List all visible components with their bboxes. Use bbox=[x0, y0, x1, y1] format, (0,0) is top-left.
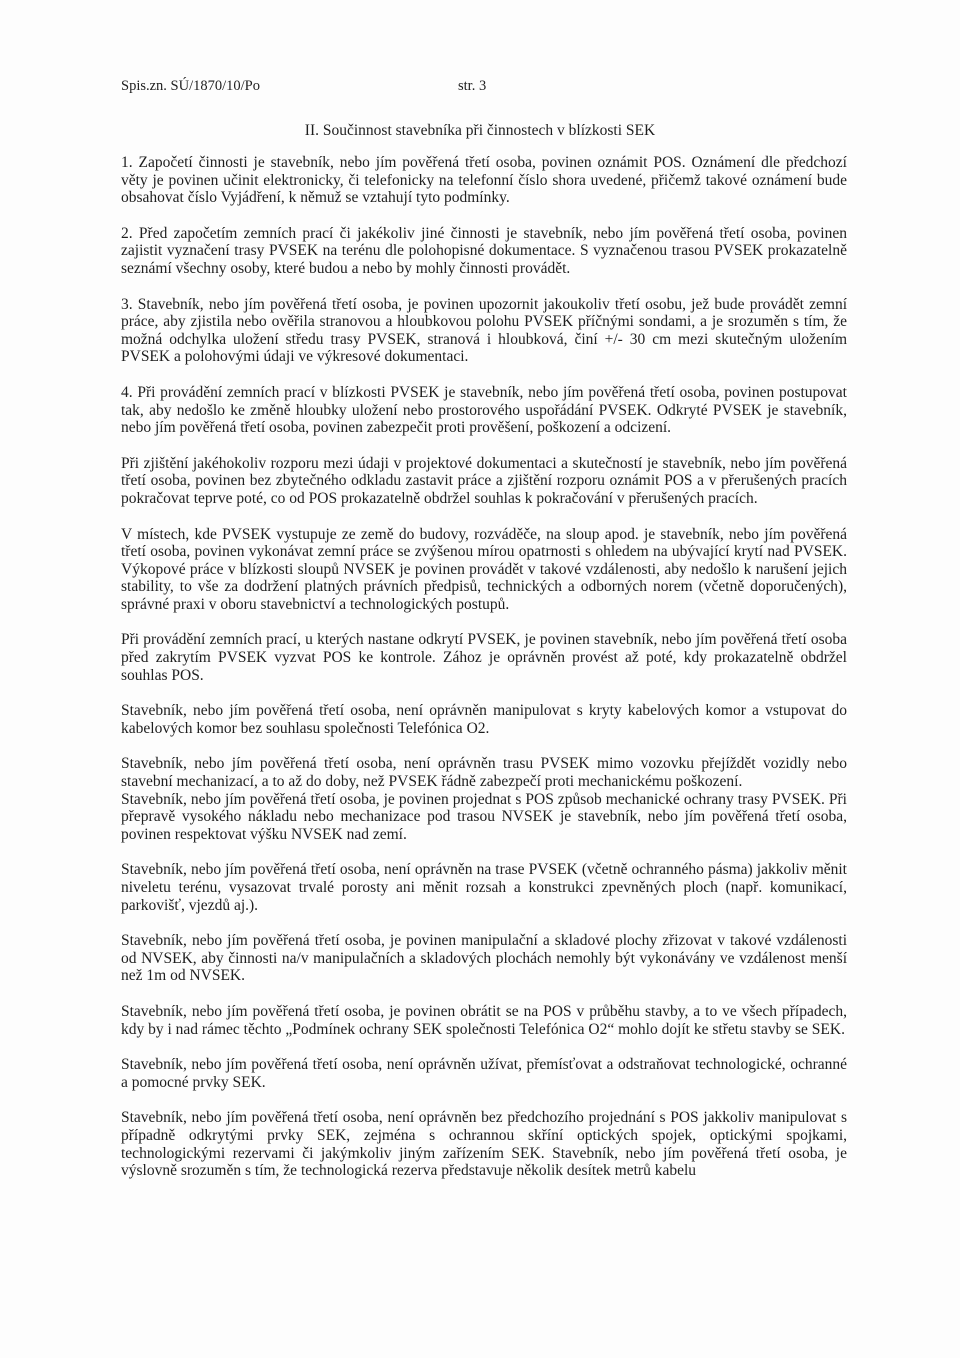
paragraph-building-entry: V místech, kde PVSEK vystupuje ze země do budovy, rozváděče, na sloup apod. je stavebník, nebo jím pověřená třetí osoba, povinen vykonávat zemní práce se zvýšenou mírou opatrnosti s ohledem na ubývající krytí nad PVSEK. Výkopové práce v blízkosti sloupů NVSEK je povinen provádět v takové vzdálenosti, aby nedošlo k narušení jejich stability, to vše za dodržení platných právních předpisů, technických a odborných norem (včetně doporučených), správné praxi v oboru stavebnictví a technologických postupů. bbox=[121, 525, 847, 613]
paragraph-4: 4. Při provádění zemních prací v blízkosti PVSEK je stavebník, nebo jím pověřená třetí osoba, povinen postupovat tak, aby nedošlo ke změně hloubky uložení nebo prostorového uspořádání PVSEK. Odkryté PVSEK je stavebník, nebo jím pověřená třetí osoba, povinen zabezpečit proti prověšení, poškození a odcizení. bbox=[121, 383, 847, 437]
paragraph-terrain: Stavebník, nebo jím pověřená třetí osoba, není oprávněn na trase PVSEK (včetně ochranného pásma) jakkoliv měnit niveletu terénu, vysazovat trvalé porosty ani měnit rozsah a konstrukci zpevněných ploch (např. komunikací, parkovišť, vjezdů aj.). bbox=[121, 861, 847, 914]
paragraph-mechanical-protection: Stavebník, nebo jím pověřená třetí osoba, je povinen projednat s POS způsob mechanické ochrany trasy PVSEK. Při přepravě vysokého nákladu nebo mechanizace pod trasou NVSEK je stavebník, nebo jím pověřená třetí osoba, povinen respektovat výšku NVSEK nad zemí. bbox=[121, 790, 847, 843]
paragraph-vehicles: Stavebník, nebo jím pověřená třetí osoba, není oprávněn trasu PVSEK mimo vozovku přejíždět vozidly nebo stavební mechanizací, a to až do doby, než PVSEK řádně zabezpečí proti mechanickému poškození. bbox=[121, 755, 847, 791]
paragraph-storage-areas: Stavebník, nebo jím pověřená třetí osoba, je povinen manipulační a skladové plochy zřizovat v takové vzdálenosti od NVSEK, aby činnosti na/v manipulačních a skladových plochách nemohly být vykonávány ve vzdálenost menší než 1m od NVSEK. bbox=[121, 932, 847, 985]
paragraph-cable-chambers: Stavebník, nebo jím pověřená třetí osoba, není oprávněn manipulovat s kryty kabelových komor a vstupovat do kabelových komor bez souhlasu společnosti Telefónica O2. bbox=[121, 702, 847, 737]
page-number: str. 3 bbox=[458, 78, 487, 94]
paragraph-2: 2. Před započetím zemních prací či jakékoliv jiné činnosti je stavebník, nebo jím pověřená třetí osoba, povinen zajistit vyznačení trasy PVSEK na terénu dle polohopisné dokumentace. S vyznačenou trasou PVSEK prokazatelně seznámí všechny osoby, které budou a nebo by mohly činnosti provádět. bbox=[121, 224, 847, 277]
file-reference: Spis.zn. SÚ/1870/10/Po bbox=[121, 78, 260, 94]
section-title: II. Součinnost stavebníka při činnostech v blízkosti SEK bbox=[304, 122, 656, 139]
paragraph-contact-pos: Stavebník, nebo jím pověřená třetí osoba, je povinen obrátit se na POS v průběhu stavby, a to ve všech případech, kdy by i nad rámec těchto „Podmínek ochrany SEK společnosti Telefónica O2“ mohlo dojít ke střetu stavby se SEK. bbox=[121, 1002, 847, 1038]
paragraph-technology-elements: Stavebník, nebo jím pověřená třetí osoba, není oprávněn užívat, přemísťovat a odstraňovat technologické, ochranné a pomocné prvky SEK. bbox=[121, 1056, 847, 1091]
document-body bbox=[121, 154, 847, 1198]
paragraph-optical-joints: Stavebník, nebo jím pověřená třetí osoba, není oprávněn bez předchozího projednání s POS jakkoliv manipulovat s případně odkrytými prvky SEK, zejména s ochrannou skříní optických spojek, optickými spojkami, technologickými rezervami či jakýmkoliv jiným zařízením SEK. Stavebník, nebo jím pověřená třetí osoba, je výslovně srozuměn s tím, že technologická rezerva představuje několik desítek metrů kabelu bbox=[121, 1109, 847, 1180]
paragraph-uncovering: Při provádění zemních prací, u kterých nastane odkrytí PVSEK, je povinen stavebník, nebo jím pověřená třetí osoba před zakrytím PVSEK vyzvat POS ke kontrole. Zához je oprávněn provést až poté, kdy prokazatelně obdržel souhlas POS. bbox=[121, 631, 847, 684]
paragraph-1: 1. Započetí činnosti je stavebník, nebo jím pověřená třetí osoba, povinen oznámit POS. Oznámení dle předchozí věty je povinen učinit elektronicky, či telefonicky na telefonní číslo shora uvedené, přičemž takové oznámení bude obsahovat číslo Vyjádření, k němuž se vztahují tyto podmínky. bbox=[121, 154, 847, 207]
paragraph-discrepancy: Při zjištění jakéhokoliv rozporu mezi údaji v projektové dokumentaci a skutečností je stavebník, nebo jím pověřená třetí osoba, povinen bez zbytečného odkladu zastavit práce a zjištění rozporu oznámit POS a v přerušených pracích pokračovat teprve poté, co od POS prokazatelně obdržel souhlas k pokračování v přerušených pracích. bbox=[121, 454, 847, 507]
paragraph-3: 3. Stavebník, nebo jím pověřená třetí osoba, je povinen upozornit jakoukoliv třetí osobu, jež bude provádět zemní práce, aby zjistila nebo ověřila stranovou a hloubkovou polohu PVSEK příčnými sondami, a je srozuměn s tím, že možná odchylka uložení středu trasy PVSEK, stranová i hloubková, činí +/- 30 cm mezi skutečným uložením PVSEK a polohovými údaji ve výkresové dokumentaci. bbox=[121, 295, 847, 366]
